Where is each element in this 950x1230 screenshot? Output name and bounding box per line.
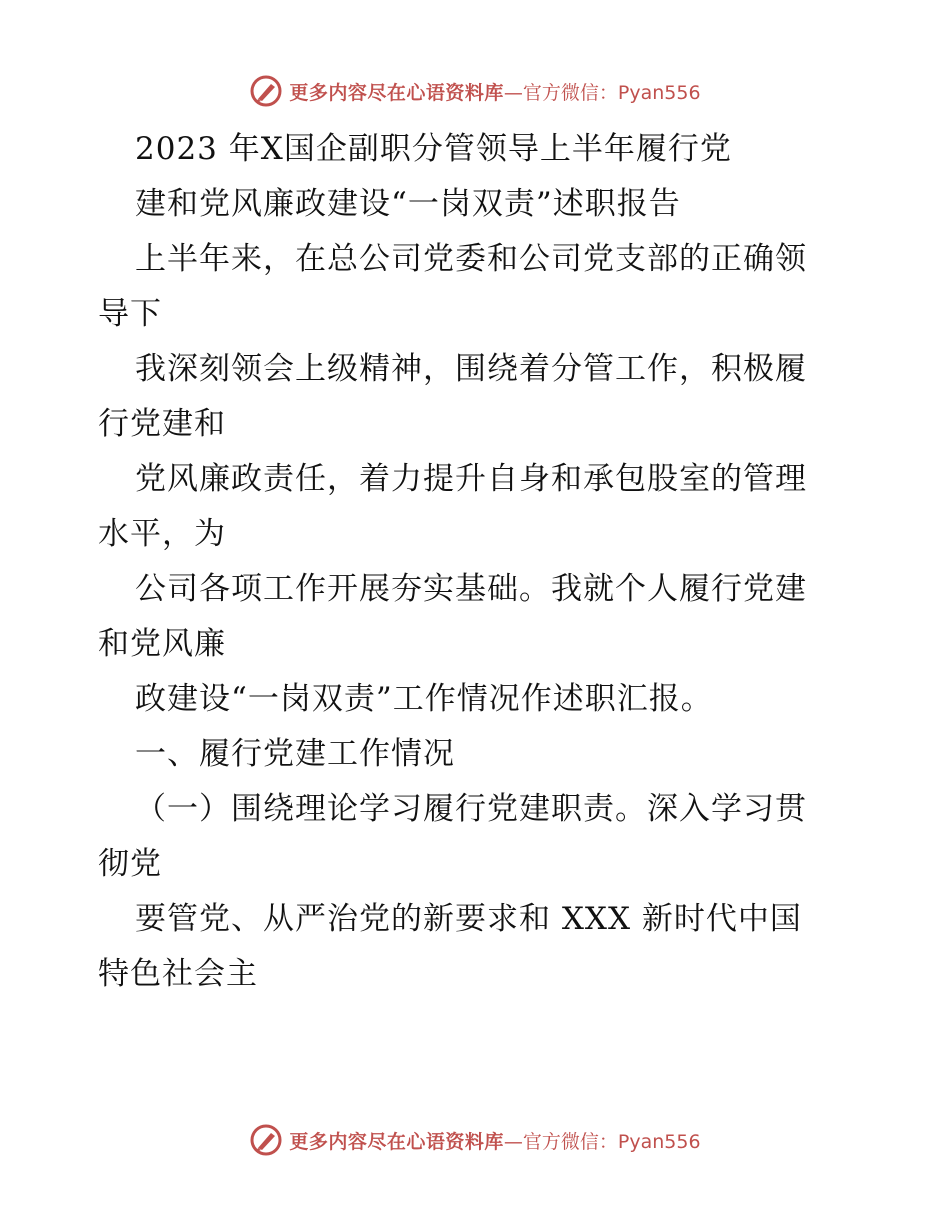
text-line: 特色社会主: [98, 956, 258, 992]
document-body: [98, 122, 858, 1002]
pen-logo-icon: [249, 74, 283, 108]
pen-logo-icon: [249, 1123, 283, 1157]
text-line: （一）围绕理论学习履行党建职责。深入学习贯: [135, 791, 807, 827]
text-line: 和党风廉: [98, 626, 226, 662]
text-line: 导下: [98, 296, 162, 332]
text-line: 公司各项工作开展夯实基础。我就个人履行党建: [135, 571, 807, 607]
text-line: 党风廉政责任，着力提升自身和承包股室的管理: [135, 461, 807, 497]
watermark-header: [0, 71, 950, 111]
text-line: 上半年来，在总公司党委和公司党支部的正确领: [135, 241, 807, 277]
text-line: 一、履行党建工作情况: [135, 736, 455, 772]
text-line: 彻党: [98, 846, 162, 882]
text-line: 我深刻领会上级精神，围绕着分管工作，积极履: [135, 351, 807, 387]
watermark-brand: 更多内容尽在心语资料库: [289, 81, 504, 104]
watermark-wechat: —官方微信：Pyan556: [503, 1130, 701, 1153]
watermark-wechat: —官方微信：Pyan556: [503, 81, 701, 104]
text-line: 2023 年X国企副职分管领导上半年履行党: [135, 131, 732, 167]
watermark-footer: [0, 1120, 950, 1160]
text-line: 行党建和: [98, 406, 226, 442]
watermark-brand: 更多内容尽在心语资料库: [289, 1130, 504, 1153]
text-line: 水平，为: [98, 516, 226, 552]
text-line: 建和党风廉政建设“一岗双责”述职报告: [135, 186, 681, 222]
text-line: 要管党、从严治党的新要求和 XXX 新时代中国: [135, 901, 802, 937]
text-line: 政建设“一岗双责”工作情况作述职汇报。: [135, 681, 713, 717]
